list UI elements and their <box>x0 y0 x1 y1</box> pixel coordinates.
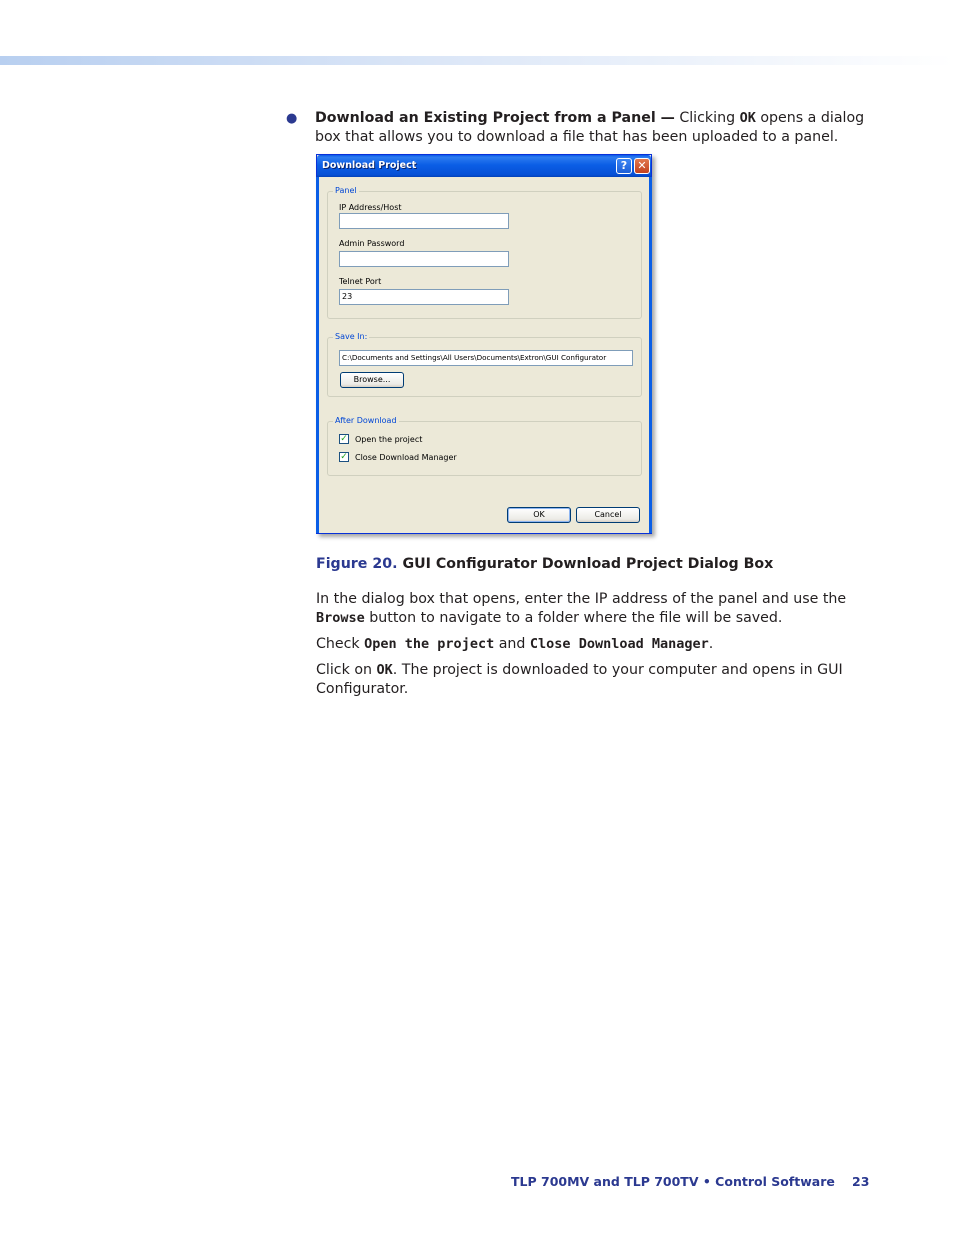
save-in-groupbox <box>327 332 642 397</box>
ok-button[interactable]: OK <box>507 507 571 523</box>
after-download-groupbox <box>327 416 642 476</box>
after-download-label: After Download <box>335 416 397 425</box>
paragraph-text: button to navigate to a folder where the file will be saved. <box>364 609 783 626</box>
bullet-text <box>315 109 865 146</box>
cancel-button[interactable]: Cancel <box>576 507 640 523</box>
save-path-input[interactable]: C:\Documents and Settings\All Users\Documents\Extron\GUI Configurator <box>339 350 633 366</box>
port-input[interactable]: 23 <box>339 289 509 305</box>
dialog-border-left <box>316 177 319 533</box>
close-manager-checkbox[interactable]: ✓ <box>340 452 348 462</box>
figure-title: GUI Configurator Download Project Dialog Box <box>397 556 774 572</box>
paragraph-text: Click on <box>316 662 377 678</box>
page-number: 23 <box>852 1174 870 1189</box>
paragraph-text: . <box>708 636 714 652</box>
open-project-keyword: Open the project <box>364 636 495 652</box>
bullet-text-part: Clicking <box>674 110 740 126</box>
bullet-lead: Download an Existing Project from a Panel — <box>315 110 675 126</box>
password-input[interactable] <box>339 251 509 267</box>
save-in-label: Save In: <box>335 332 368 341</box>
figure-number: Figure 20. <box>316 556 398 572</box>
browse-button[interactable]: Browse... <box>340 372 404 388</box>
download-project-dialog <box>316 154 652 534</box>
help-button[interactable]: ? <box>616 158 632 174</box>
browse-keyword: Browse <box>316 609 365 626</box>
ok-keyword: OK <box>376 662 393 678</box>
dialog-border-right <box>649 177 652 533</box>
password-label: Admin Password <box>339 239 405 248</box>
close-button[interactable]: ✕ <box>634 158 650 174</box>
port-label: Telnet Port <box>339 277 382 286</box>
paragraph-click-ok <box>316 661 856 698</box>
open-project-label: Open the project <box>355 435 423 444</box>
ip-input[interactable] <box>339 213 509 229</box>
open-project-checkbox[interactable]: ✓ <box>340 434 348 444</box>
paragraph-text: In the dialog box that opens, enter the IP address of the panel and use the <box>316 591 847 607</box>
paragraph-text: Check <box>316 636 365 652</box>
dialog-titlebar <box>317 155 651 177</box>
paragraph-text: . The project is downloaded to your computer and opens in GUI Configurator. <box>316 662 843 697</box>
bullet-dot-icon: ● <box>286 111 298 126</box>
close-manager-keyword: Close Download Manager <box>529 636 709 652</box>
dialog-title: Download Project <box>322 160 417 171</box>
paragraph-dialog <box>316 590 856 627</box>
figure-caption <box>316 556 773 572</box>
paragraph-text: and <box>494 636 530 652</box>
close-manager-label: Close Download Manager <box>355 453 457 462</box>
ip-label: IP Address/Host <box>339 203 402 212</box>
paragraph-check <box>316 635 856 654</box>
header-gradient-bar <box>0 56 954 65</box>
panel-group-label: Panel <box>335 186 357 195</box>
ok-keyword: OK <box>739 110 756 126</box>
footer-title: TLP 700MV and TLP 700TV • Control Software <box>511 1174 835 1189</box>
bullet-text-part: opens a dialog box that allows you to download a file that has been uploaded to a panel. <box>315 110 865 145</box>
